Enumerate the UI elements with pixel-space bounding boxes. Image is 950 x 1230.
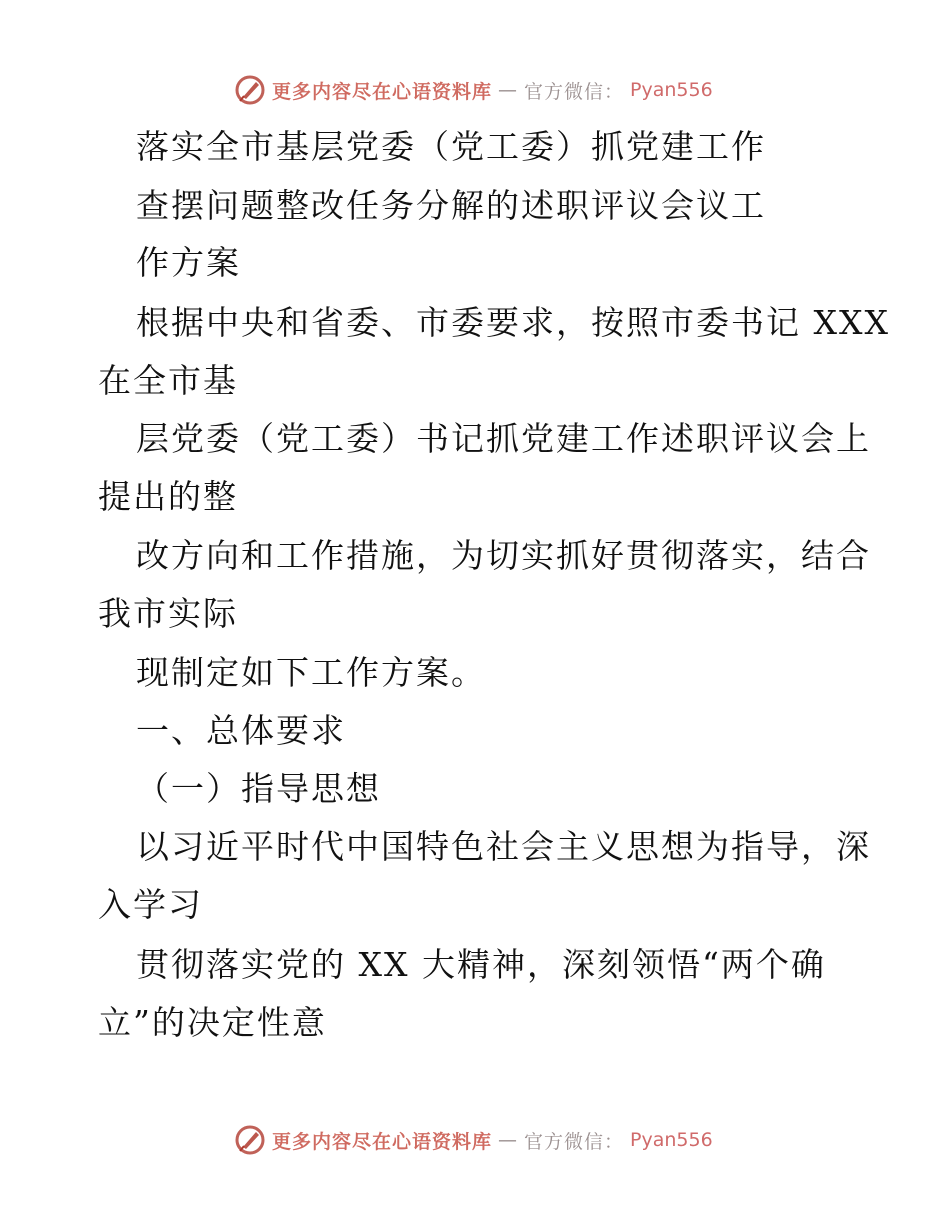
doc-line: 层党委（党工委）书记抓党建工作述职评议会上 — [136, 419, 871, 458]
doc-line: 现制定如下工作方案。 — [136, 653, 486, 692]
watermark-wechat-id: Pyan556 — [630, 1129, 713, 1151]
footer-watermark — [234, 1122, 713, 1158]
doc-line: 落实全市基层党委（党工委）抓党建工作 — [136, 127, 766, 166]
doc-line: 作方案 — [136, 243, 241, 282]
doc-line: 查摆问题整改任务分解的述职评议会议工 — [136, 186, 766, 225]
doc-line: 入学习 — [98, 885, 203, 924]
doc-line: 以习近平时代中国特色社会主义思想为指导，深 — [136, 827, 871, 866]
watermark-dash: — — [498, 1129, 519, 1151]
watermark-dash: — — [498, 79, 519, 101]
watermark-site-name: 更多内容尽在心语资料库 — [272, 80, 493, 103]
watermark-site-name: 更多内容尽在心语资料库 — [272, 1130, 493, 1153]
quill-pen-logo-icon — [234, 74, 266, 106]
header-watermark — [234, 72, 713, 108]
watermark-label: 官方微信： — [524, 80, 625, 103]
quill-pen-logo-icon — [234, 1124, 266, 1156]
subsection-heading: （一）指导思想 — [136, 769, 381, 808]
doc-line: 在全市基 — [98, 361, 238, 400]
doc-line: 根据中央和省委、市委要求，按照市委书记 XXX — [136, 303, 890, 342]
section-heading: 一、总体要求 — [136, 711, 346, 750]
doc-line: 改方向和工作措施，为切实抓好贯彻落实，结合 — [136, 536, 871, 575]
doc-line: 我市实际 — [98, 594, 238, 633]
doc-line: 贯彻落实党的 XX 大精神，深刻领悟“两个确 — [136, 945, 826, 984]
doc-line: 提出的整 — [98, 477, 238, 516]
watermark-wechat-id: Pyan556 — [630, 79, 713, 101]
watermark-label: 官方微信： — [524, 1130, 625, 1153]
doc-line: 立”的决定性意 — [98, 1003, 327, 1042]
